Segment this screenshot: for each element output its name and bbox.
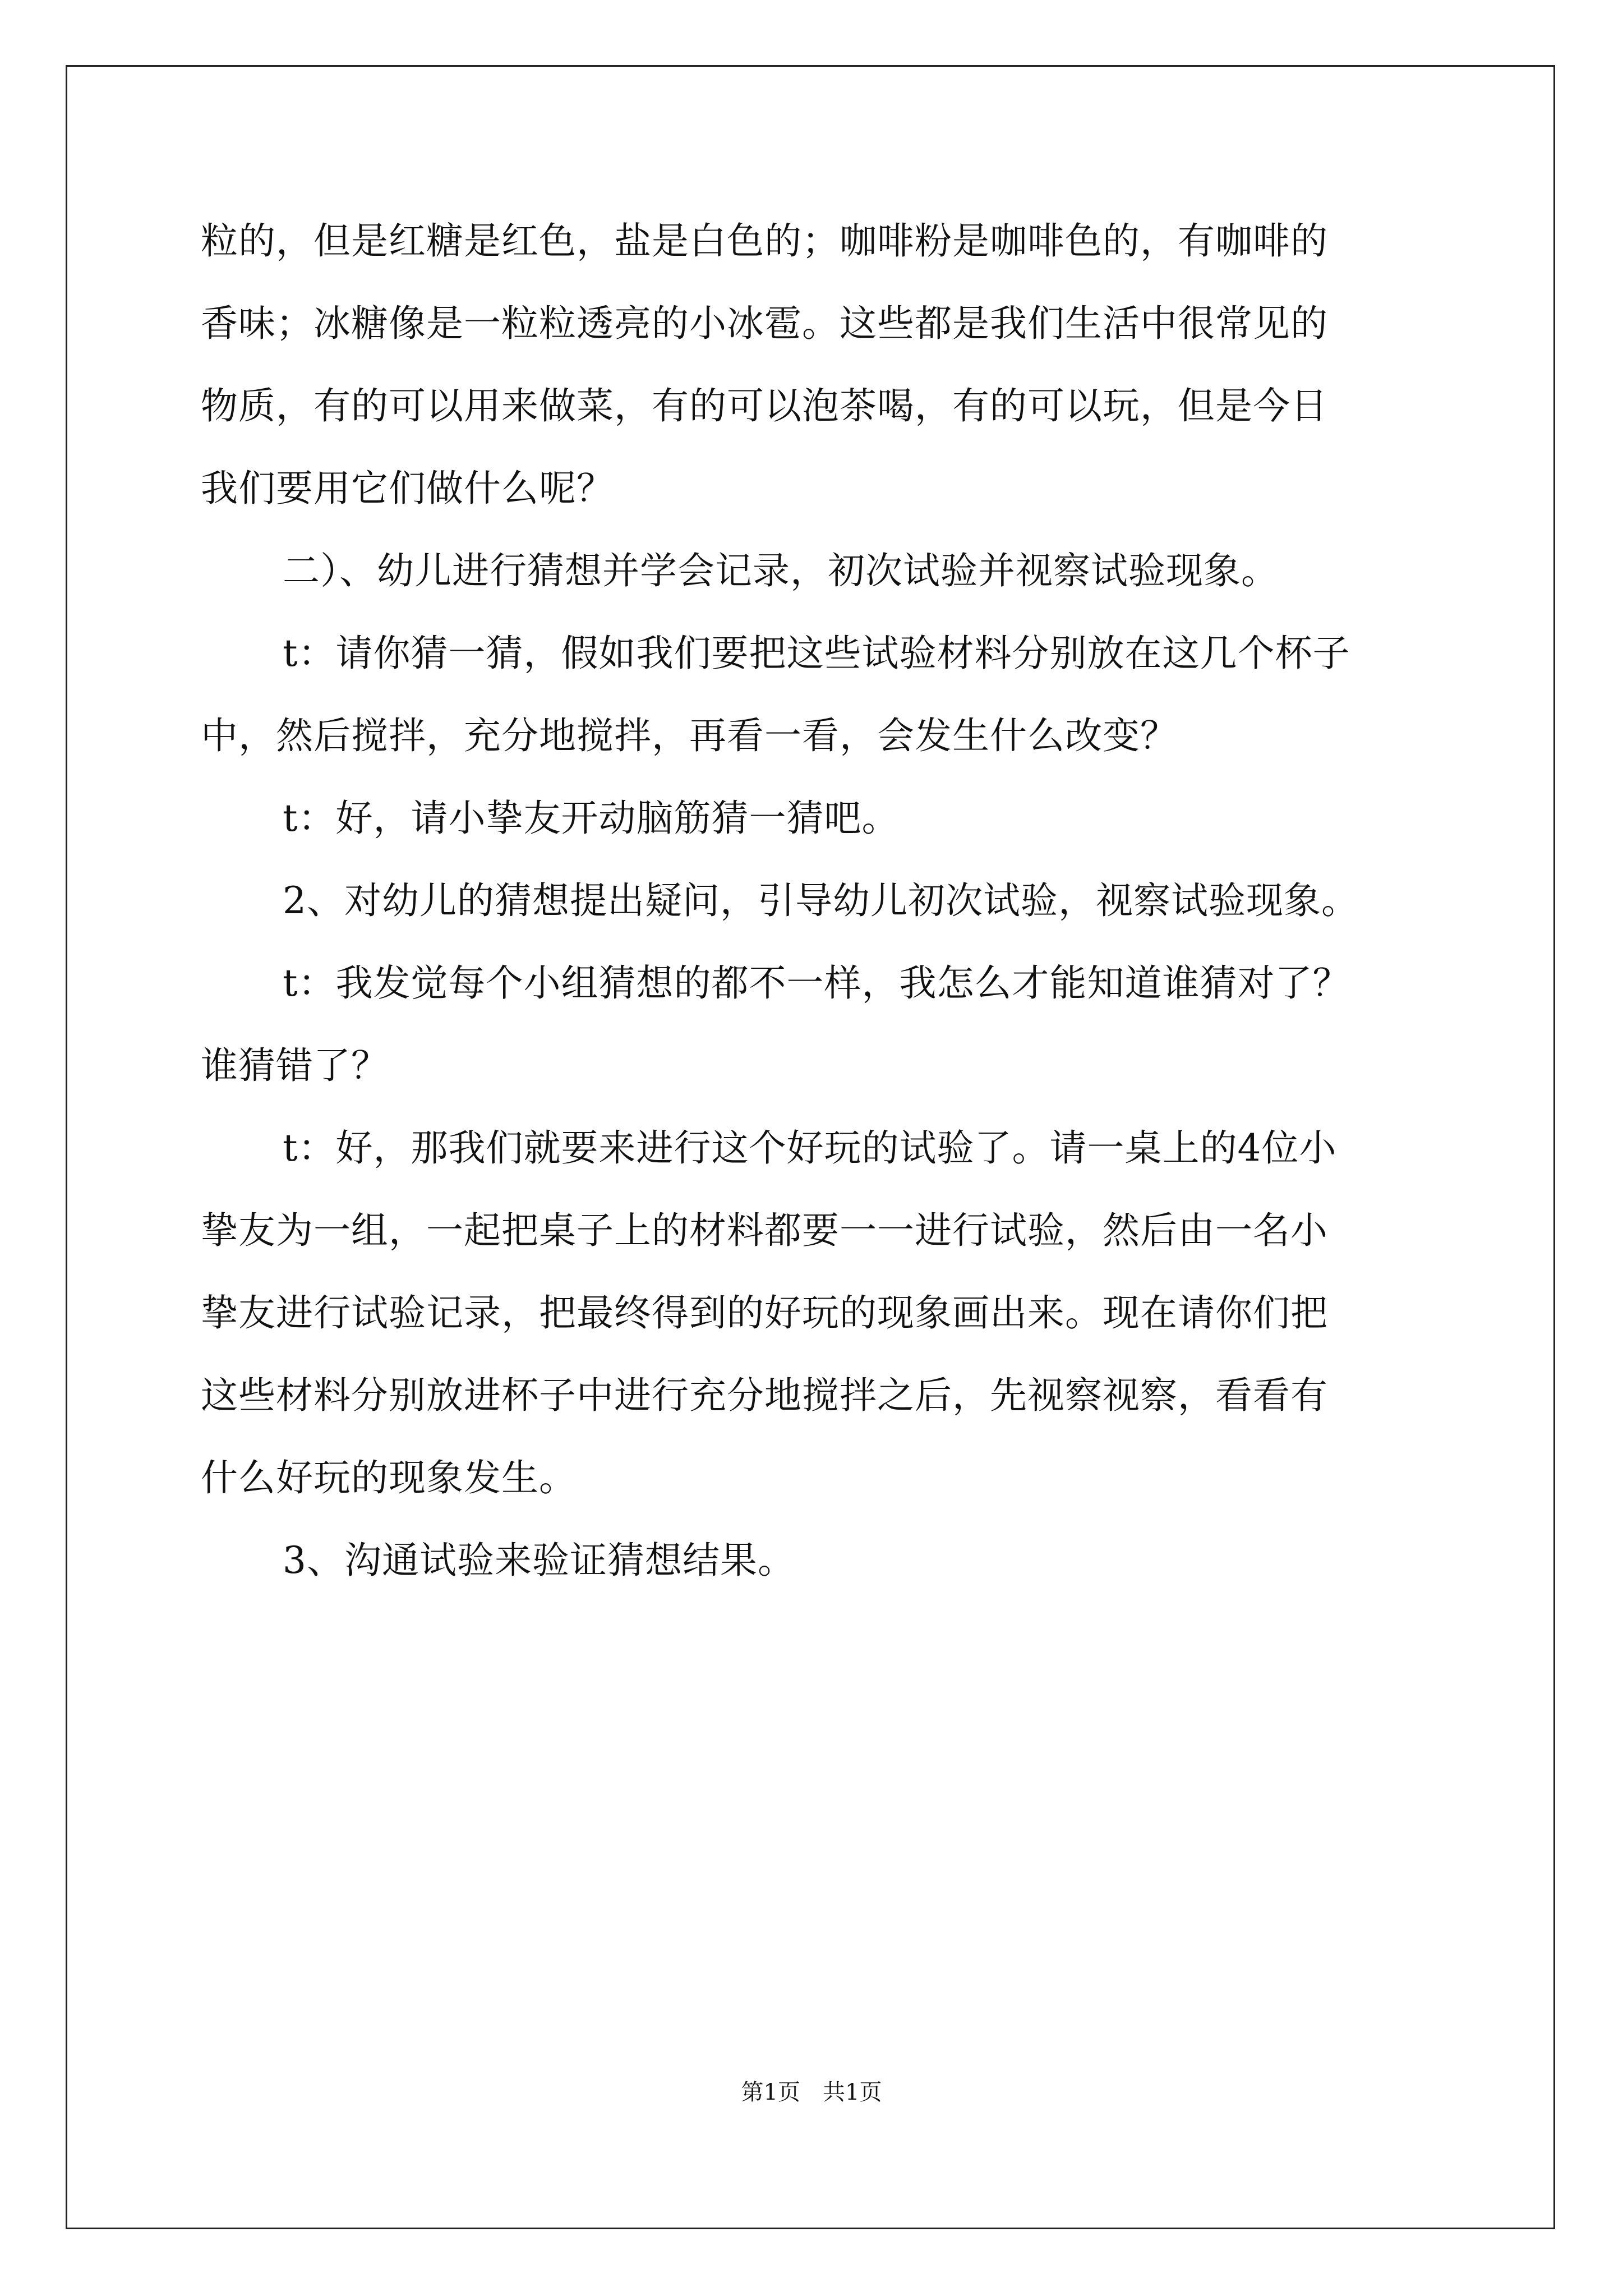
text-line-5: 二）、幼儿进行猜想并学会记录，初次试验并视察试验现象。 [283, 549, 1279, 592]
page-number-current: 第1页 [741, 2079, 800, 2105]
text-line-16: 什么好玩的现象发生。 [201, 1456, 577, 1499]
text-line-11: 谁猜错了？ [201, 1044, 389, 1087]
text-line-13: 挚友为一组，一起把桌子上的材料都要一一进行试验，然后由一名小 [201, 1209, 1328, 1252]
text-line-14: 挚友进行试验记录，把最终得到的好玩的现象画出来。现在请你们把 [201, 1291, 1328, 1335]
text-line-15: 这些材料分别放进杯子中进行充分地搅拌之后，先视察视察，看看有 [201, 1374, 1328, 1417]
text-line-3: 物质，有的可以用来做菜，有的可以泡茶喝，有的可以玩，但是今日 [201, 384, 1328, 427]
text-line-6: t：请你猜一猜，假如我们要把这些试验材料分别放在这几个杯子 [283, 632, 1350, 675]
text-line-2: 香味；冰糖像是一粒粒透亮的小冰雹。这些都是我们生活中很常见的 [201, 302, 1328, 345]
text-line-7: 中，然后搅拌，充分地搅拌，再看一看，会发生什么改变？ [201, 714, 1178, 757]
text-line-12: t：好，那我们就要来进行这个好玩的试验了。请一桌上的4位小 [283, 1126, 1337, 1170]
text-line-8: t：好，请小挚友开动脑筋猜一猜吧。 [283, 797, 900, 840]
text-line-4: 我们要用它们做什么呢？ [201, 467, 614, 510]
text-line-9: 2、对幼儿的猜想提出疑问，引导幼儿初次试验，视察试验现象。 [283, 879, 1359, 922]
page-number-total: 共1页 [823, 2079, 882, 2105]
page-footer [0, 2076, 1623, 2109]
text-line-10: t：我发觉每个小组猜想的都不一样，我怎么才能知道谁猜对了？ [283, 961, 1350, 1005]
text-line-17: 3、沟通试验来验证猜想结果。 [283, 1539, 795, 1582]
text-line-1: 粒的，但是红糖是红色，盐是白色的；咖啡粉是咖啡色的，有咖啡的 [201, 219, 1328, 263]
